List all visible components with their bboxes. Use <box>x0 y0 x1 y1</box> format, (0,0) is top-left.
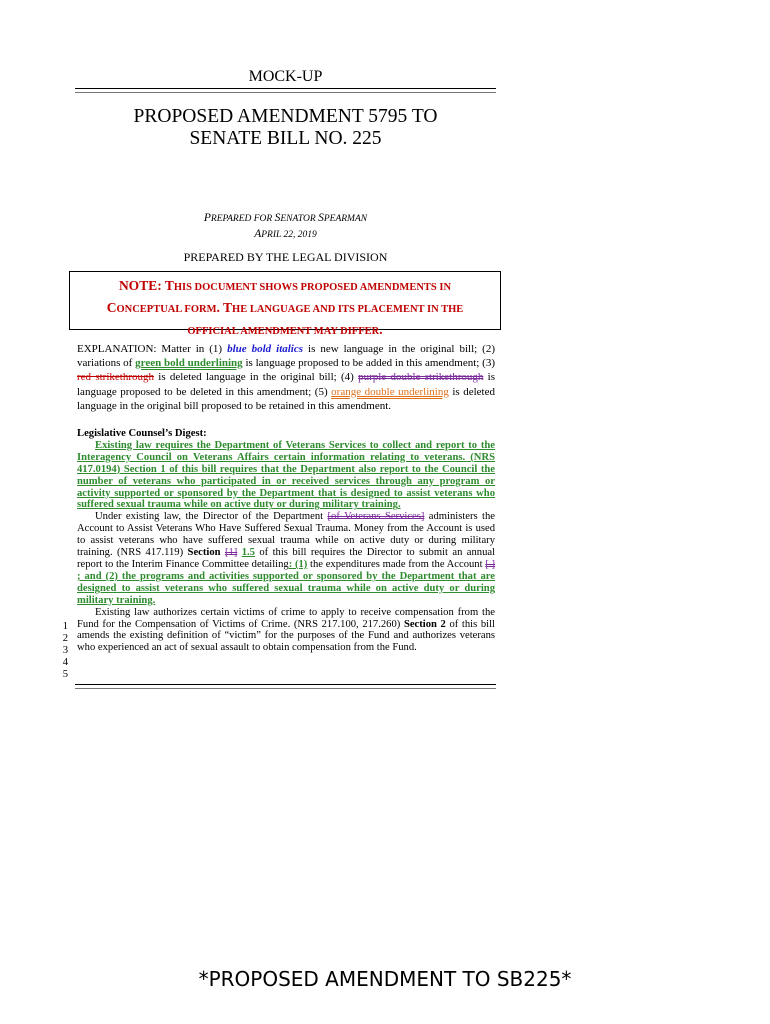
digest-paragraph-2: Under existing law, the Director of the Department [of Veterans Services] administers the Account to Assist Veterans Who Have Suffered Sexual Trauma. Money from the Account is used to assist veterans who have suffered sexual trauma while on active duty or during military training. (NRS 417.119) Section [1] 1.5 of this bill requires the Director to submit an annual report to the Interim Finance Committee detailing: (1) the expenditures made from the Account [.] ; and (2) the programs and activities supported or sponsored by the Department that are designed to assist veterans who suffered sexual trauma while on active duty or during military training. <box>77 511 496 606</box>
note-box <box>69 271 501 337</box>
prepared-date: APRIL 22, 2019 <box>254 228 317 240</box>
line-numbers <box>54 621 68 681</box>
title-line-2: SENATE BILL NO. 225 <box>189 128 382 149</box>
divider-bottom <box>75 684 496 689</box>
line-number: 5 <box>62 668 68 680</box>
note-line-3: OFFICIAL AMENDMENT MAY DIFFER. <box>187 322 383 337</box>
prepared-for <box>75 211 496 243</box>
note-line-2: CONCEPTUAL FORM. THE LANGUAGE AND ITS PLACEMENT IN THE <box>106 300 464 315</box>
line-number: 3 <box>62 644 68 656</box>
digest-heading: Legislative Counsel’s Digest: <box>77 428 207 439</box>
note-line-1: NOTE: THIS DOCUMENT SHOWS PROPOSED AMENDMENTS IN <box>118 278 452 293</box>
footer-label: *PROPOSED AMENDMENT TO SB225* <box>198 967 572 991</box>
line-number: 4 <box>62 656 68 668</box>
line-number: 2 <box>62 632 68 644</box>
mockup-label: MOCK-UP <box>248 68 323 85</box>
divider-top <box>75 88 496 93</box>
digest-paragraph-1: Existing law requires the Department of Veterans Services to collect and report to the Interagency Council on Veterans Affairs certain information relating to veterans. (NRS 417.0194) Section 1 of this bill requires that the Department also report to the Council the number of veterans who participated in or received services through any program or activity supported or sponsored by the Department that is designed to assist veterans who suffered sexual trauma while on active duty or during military training. <box>77 439 495 511</box>
page-title <box>75 106 496 150</box>
legislative-digest <box>77 428 495 654</box>
line-number: 1 <box>62 621 68 632</box>
title-line-1: PROPOSED AMENDMENT 5795 TO <box>133 106 438 127</box>
prepared-for-line: PREPARED FOR SENATOR SPEARMAN <box>203 212 368 224</box>
prepared-by: PREPARED BY THE LEGAL DIVISION <box>183 250 388 264</box>
explanation: EXPLANATION: Matter in (1) blue bold italics is new language in the original bill; (2) variations of green bold underlining is language proposed to be added in this amendment; (3) red strikethrough is deleted language in the original bill; (4) purple double strikethrough is language proposed to be deleted in this amendment; (5) orange double underlining is deleted language in the original bill proposed to be retained in this amendment. <box>77 343 496 412</box>
digest-paragraph-3: Existing law authorizes certain victims of crime to apply to receive compensation from the Fund for the Compensation of Victims of Crime. (NRS 217.100, 217.260) Section 2 of this bill amends the existing definition of “victim” for the purposes of the Fund and authorizes veterans who experienced an act of sexual assault to obtain compensation from the Fund. <box>77 606 495 654</box>
